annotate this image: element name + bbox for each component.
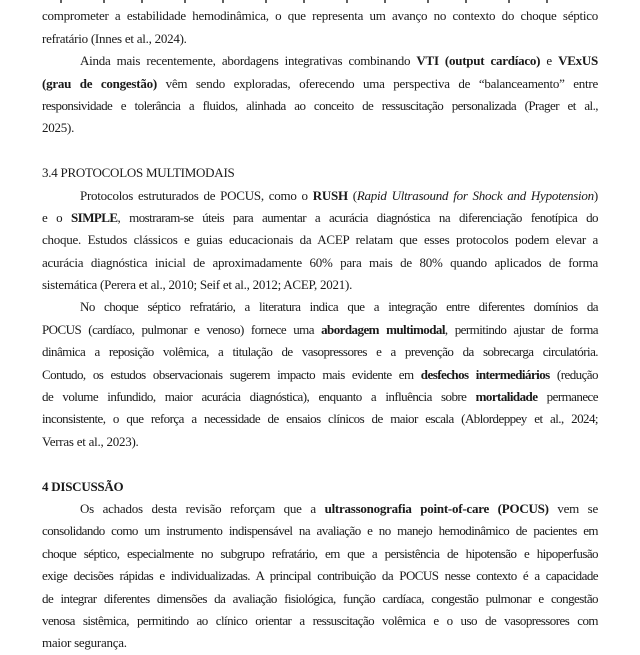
text-run: RUSH <box>312 187 348 203</box>
text-line <box>42 386 598 408</box>
text-run: Contudo, os estudos observacionais sugerem impacto mais evidente em <box>42 366 421 382</box>
text-run: , permitindo ajustar de forma <box>444 321 598 337</box>
text-run: No choque séptico refratário, a literatura indica que a integração entre diferentes domínios da <box>80 299 598 315</box>
text-line <box>42 364 598 386</box>
section-heading: 4 DISCUSSÃO <box>42 478 124 494</box>
text-line <box>42 207 598 229</box>
text-run: VTI (output cardíaco) <box>416 53 541 69</box>
text-run: 2025). <box>42 120 75 136</box>
text-run: de integrar diferentes dimensões da avaliação fisiológica, função cardíaca, congestão pulmonar e congestão <box>42 590 598 606</box>
text-line <box>42 588 598 610</box>
text-run: Verras et al., 2023). <box>42 433 139 449</box>
text-line <box>42 50 598 72</box>
text-line <box>42 73 598 95</box>
text-run: POCUS (cardíaco, pulmonar e venoso) fornece uma <box>42 321 322 337</box>
text-run: Protocolos estruturados de POCUS, como o <box>80 187 313 203</box>
text-run: refratário (Innes et al., 2024). <box>42 30 187 46</box>
text-line <box>42 185 598 207</box>
text-run: (redução <box>549 366 598 382</box>
text-run: inconsistente, o que reforça a necessidade de ensaios clínicos de maior escala (Ablordeppey et al., 2024; <box>42 411 598 427</box>
text-line <box>42 632 598 654</box>
text-run: ) <box>593 187 598 203</box>
text-run: de volume infundido, maior acurácia diagnóstica), enquanto a influência sobre <box>42 389 476 405</box>
text-run: e <box>540 53 559 69</box>
text-run: responsividade e tolerância a fluidos, alinhada ao conceito de ressuscitação personalizada (Prager et al., <box>42 97 598 113</box>
text-line <box>42 543 598 565</box>
clipped-text-line <box>42 0 598 5</box>
text-run: maior segurança. <box>42 635 127 651</box>
text-run: exige decisões rápidas e individualizadas. A principal contribuição da POCUS nesse contexto é a capacidade <box>42 568 598 584</box>
text-line <box>42 610 598 632</box>
text-run: permanece <box>537 389 598 405</box>
text-run: ( <box>347 187 357 203</box>
text-line <box>42 229 598 251</box>
text-line <box>42 565 598 587</box>
text-run: venosa sistêmica, permitindo ao clínico orientar a ressuscitação volêmica e o uso de vasopressores com <box>42 612 598 628</box>
text-run: consolidando como um instrumento indispensável na avaliação e no manejo hemodinâmico de pacientes em <box>42 523 598 539</box>
text-line <box>42 5 598 27</box>
text-line <box>42 274 598 296</box>
text-line <box>42 520 598 542</box>
text-line <box>42 431 598 453</box>
text-run: abordagem multimodal <box>321 321 445 337</box>
text-run: choque. Estudos clássicos e guias educacionais da ACEP relatam que esses protocolos podem elevar a <box>42 232 598 248</box>
text-run: choque séptico, especialmente no subgrupo refratário, em que a persistência de hipotensão e hipoperfusão <box>42 545 598 561</box>
text-line <box>42 319 598 341</box>
text-run: sistemática (Perera et al., 2010; Seif et al., 2012; ACEP, 2021). <box>42 277 353 293</box>
text-run: ultrassonografia point-of-care (POCUS) <box>324 500 549 516</box>
text-run: Ainda mais recentemente, abordagens integrativas combinando <box>80 53 417 69</box>
text-run: mortalidade <box>475 389 538 405</box>
document-text-column <box>42 0 598 655</box>
text-line <box>42 341 598 363</box>
text-run: acurácia diagnóstica inicial de aproximadamente 60% para mais de 80% quando aplicados de forma <box>42 254 598 270</box>
text-run: comprometer a estabilidade hemodinâmica, o que representa um avanço no contexto do choque séptico <box>42 8 598 24</box>
text-line <box>42 408 598 430</box>
text-run: VExUS <box>558 53 598 69</box>
text-run: vem se <box>548 500 598 516</box>
text-run: dinâmica a reposição volêmica, a titulação de vasopressores e a prevenção da sobrecarga circulatória. <box>42 344 598 360</box>
text-run: desfechos intermediários <box>420 366 550 382</box>
text-line <box>42 296 598 318</box>
text-line <box>42 28 598 50</box>
text-line <box>42 252 598 274</box>
text-run: e o <box>42 209 71 225</box>
text-run: Rapid Ultrasound for Shock and Hypotension <box>356 187 594 203</box>
text-run: , mostraram-se úteis para aumentar a acurácia diagnóstica na diferenciação fenotípica do <box>117 209 598 225</box>
text-run: Os achados desta revisão reforçam que a <box>80 500 325 516</box>
text-run: vêm sendo exploradas, oferecendo uma perspectiva de “balanceamento” entre <box>156 75 598 91</box>
text-run: SIMPLE <box>71 209 118 225</box>
text-run: (grau de congestão) <box>42 75 157 91</box>
text-line <box>42 95 598 117</box>
section-heading: 3.4 PROTOCOLOS MULTIMODAIS <box>42 165 235 181</box>
text-line <box>42 117 598 139</box>
text-line <box>42 498 598 520</box>
